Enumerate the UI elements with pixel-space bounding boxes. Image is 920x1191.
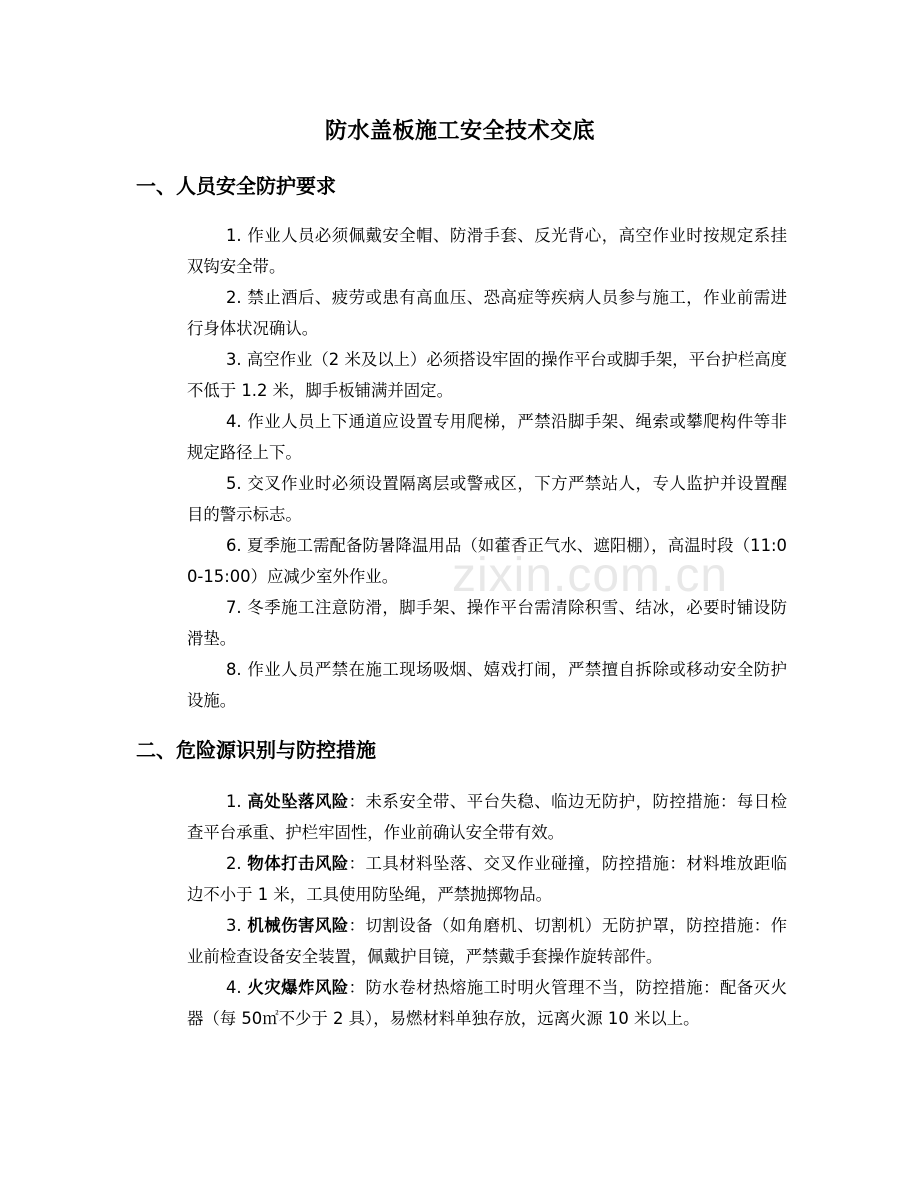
- hazard-control-list: [187, 786, 787, 1065]
- personnel-safety-list: [187, 220, 787, 716]
- risk-name: 物体打击风险: [247, 854, 349, 873]
- item-number: 3.: [226, 916, 242, 935]
- list-item: 5. 交叉作业时必须设置隔离层或警戒区，下方严禁站人，专人监护并设置醒目的警示标志。: [187, 474, 787, 524]
- risk-name: 机械伤害风险: [247, 916, 349, 935]
- risk-description: ：防水卷材热熔施工时明火管理不当，防控措施：配备灭火器（每 50㎡不少于 2 具），易燃材料单独存放，远离火源 10 米以上。: [187, 978, 787, 1028]
- section-heading-personnel-safety: 一、人员安全防护要求: [136, 174, 336, 198]
- list-item: 3. 高空作业（2 米及以上）必须搭设牢固的操作平台或脚手架，平台护栏高度不低于 1.2 米，脚手板铺满并固定。: [187, 350, 787, 400]
- risk-description: ：切割设备（如角磨机、切割机）无防护罩，防控措施：作业前检查设备安全装置，佩戴护目镜，严禁戴手套操作旋转部件。: [187, 916, 787, 966]
- item-number: 2.: [226, 854, 242, 873]
- risk-name: 火灾爆炸风险: [247, 978, 349, 997]
- item-number: 1.: [226, 792, 242, 811]
- item-number: 4.: [226, 978, 242, 997]
- list-item: [187, 910, 787, 972]
- risk-name: 高处坠落风险: [247, 792, 349, 811]
- list-item: [187, 972, 787, 1065]
- list-item: 2. 禁止酒后、疲劳或患有高血压、恐高症等疾病人员参与施工，作业前需进行身体状况确认。: [187, 288, 787, 338]
- list-item: 7. 冬季施工注意防滑，脚手架、操作平台需清除积雪、结冰，必要时铺设防滑垫。: [187, 598, 787, 648]
- section-heading-hazard-identification: 二、危险源识别与防控措施: [136, 738, 376, 762]
- risk-description: ：工具材料坠落、交叉作业碰撞，防控措施：材料堆放距临边不小于 1 米，工具使用防坠绳，严禁抛掷物品。: [187, 854, 787, 904]
- list-item: 1. 作业人员必须佩戴安全帽、防滑手套、反光背心，高空作业时按规定系挂双钩安全带。: [187, 226, 787, 276]
- list-item: 8. 作业人员严禁在施工现场吸烟、嬉戏打闹，严禁擅自拆除或移动安全防护设施。: [187, 660, 787, 710]
- list-item: [187, 848, 787, 910]
- document-title: 防水盖板施工安全技术交底: [324, 119, 595, 144]
- list-item: 4. 作业人员上下通道应设置专用爬梯，严禁沿脚手架、绳索或攀爬构件等非规定路径上下。: [187, 412, 787, 462]
- list-item: [187, 786, 787, 848]
- list-item: 6. 夏季施工需配备防暑降温用品（如藿香正气水、遮阳棚），高温时段（11:00-15:00）应减少室外作业。: [187, 536, 787, 586]
- watermark: zixin.com.cn: [452, 549, 729, 602]
- risk-description: ：未系安全带、平台失稳、临边无防护，防控措施：每日检查平台承重、护栏牢固性，作业前确认安全带有效。: [187, 792, 787, 842]
